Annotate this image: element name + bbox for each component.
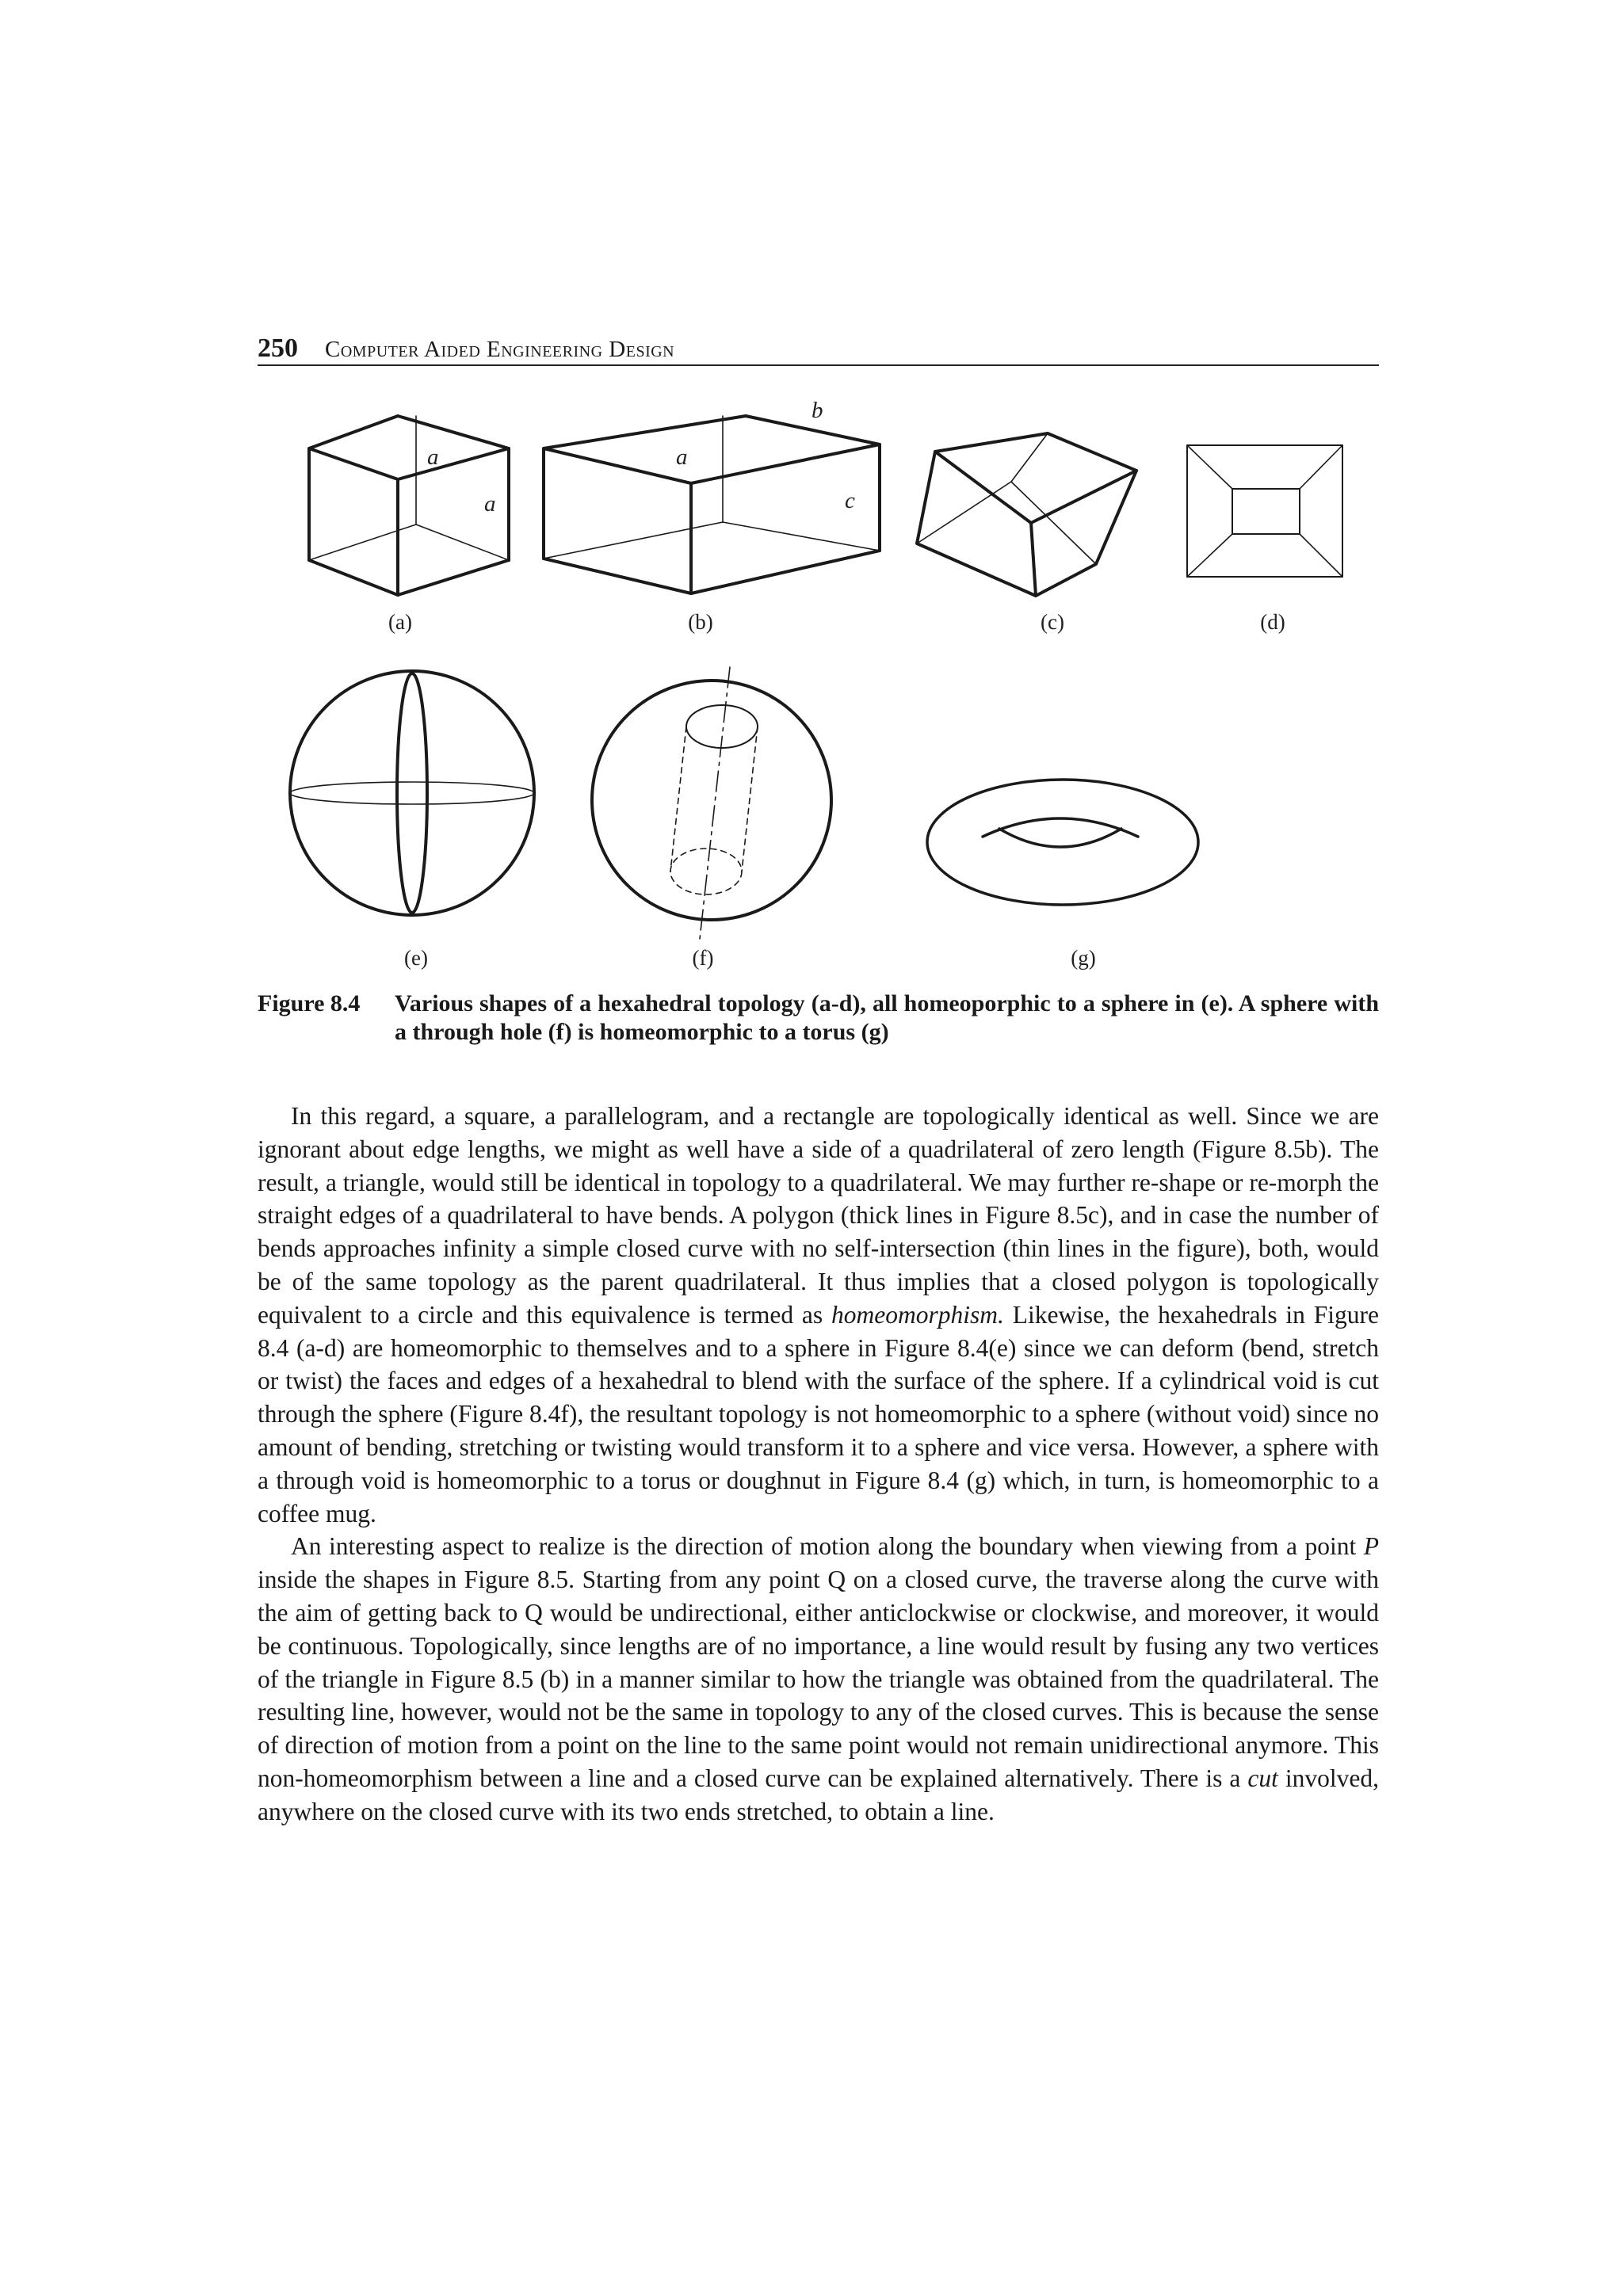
shape-f-sphere-with-hole <box>592 667 831 939</box>
page-number: 250 <box>258 334 298 363</box>
term-homeomorphism: homeomorphism. <box>831 1300 1004 1329</box>
term-cut: cut <box>1247 1764 1278 1792</box>
shape-c-distorted-hexahedron <box>917 433 1136 596</box>
running-title: Computer Aided Engineering Design <box>325 337 675 362</box>
panel-label-d: (d) <box>1260 610 1285 634</box>
paragraph-2: An interesting aspect to realize is the direction of motion along the boundary when viewing from a point P inside the shapes in Figure 8.5. Starting from any point Q on a closed curve, the traverse along the curve with the aim of getting back to Q would be undirectional, either anticlockwise or clockwise, and moreover, it would be continuous. Topologically, since lengths are of no importance, a line would result by fusing any two vertices of the triangle in Figure 8.5 (b) in a manner similar to how the triangle was obtained from the quadrilateral. The resulting line, however, would not be the same in topology to any of the closed curves. This is because the sense of direction of motion from a point on the line to the same point would not remain unidirectional anymore. This non-homeomorphism between a line and a closed curve can be explained alternatively. There is a cut involved, anywhere on the closed curve with its two ends stretched, to obtain a line. <box>258 1532 1379 1825</box>
shape-d-planar-hexahedron <box>1187 445 1342 577</box>
edge-label-c: c <box>845 488 855 513</box>
edge-label-a: a <box>676 444 688 470</box>
figure-8-4 <box>0 0 1623 982</box>
shape-e-sphere <box>290 671 534 915</box>
shape-g-torus <box>927 780 1198 905</box>
body-text <box>258 1100 1379 1829</box>
edge-label-a: a <box>484 491 496 517</box>
edge-label-b: b <box>812 398 823 423</box>
figure-caption <box>258 990 1379 1047</box>
shape-a-cube <box>309 416 509 595</box>
caption-text: Various shapes of a hexahedral topology (a-d), all homeoporphic to a sphere in (e). A sphere with a through hole (f) is homeomorphic to a torus (g) <box>395 990 1379 1045</box>
panel-label-e: (e) <box>404 946 428 970</box>
panel-label-c: (c) <box>1041 610 1064 634</box>
paragraph-1: In this regard, a square, a parallelogram, and a rectangle are topologically identical as well. Since we are ignorant about edge lengths, we might as well have a side of a quadrilateral of zero length (Figure 8.5b). The result, a triangle, would still be identical in topology to a quadrilateral. We may further re-shape or re-morph the straight edges of a quadrilateral to have bends. A polygon (thick lines in Figure 8.5c), and in case the number of bends approaches infinity a simple closed curve with no self-intersection (thin lines in the figure), both, would be of the same topology as the parent quadrilateral. It thus implies that a closed polygon is topologically equivalent to a circle and this equivalence is termed as homeomorphism. Likewise, the hexahedrals in Figure 8.4 (a-d) are homeomorphic to themselves and to a sphere in Figure 8.4(e) since we can deform (bend, stretch or twist) the faces and edges of a hexahedral to blend with the surface of the sphere. If a cylindrical void is cut through the sphere (Figure 8.4f), the resultant topology is not homeomorphic to a sphere (without void) since no amount of bending, stretching or twisting would transform it to a sphere and vice versa. However, a sphere with a through void is homeomorphic to a torus or doughnut in Figure 8.4 (g) which, in turn, is homeomorphic to a coffee mug. <box>258 1102 1379 1527</box>
panel-label-g: (g) <box>1071 946 1096 970</box>
shape-b-box <box>544 416 880 593</box>
panel-label-a: (a) <box>388 610 412 634</box>
point-p: P <box>1363 1532 1379 1561</box>
caption-label: Figure 8.4 <box>258 990 361 1016</box>
panel-label-b: (b) <box>688 610 713 634</box>
edge-label-a: a <box>427 444 439 470</box>
panel-label-f: (f) <box>692 946 714 970</box>
